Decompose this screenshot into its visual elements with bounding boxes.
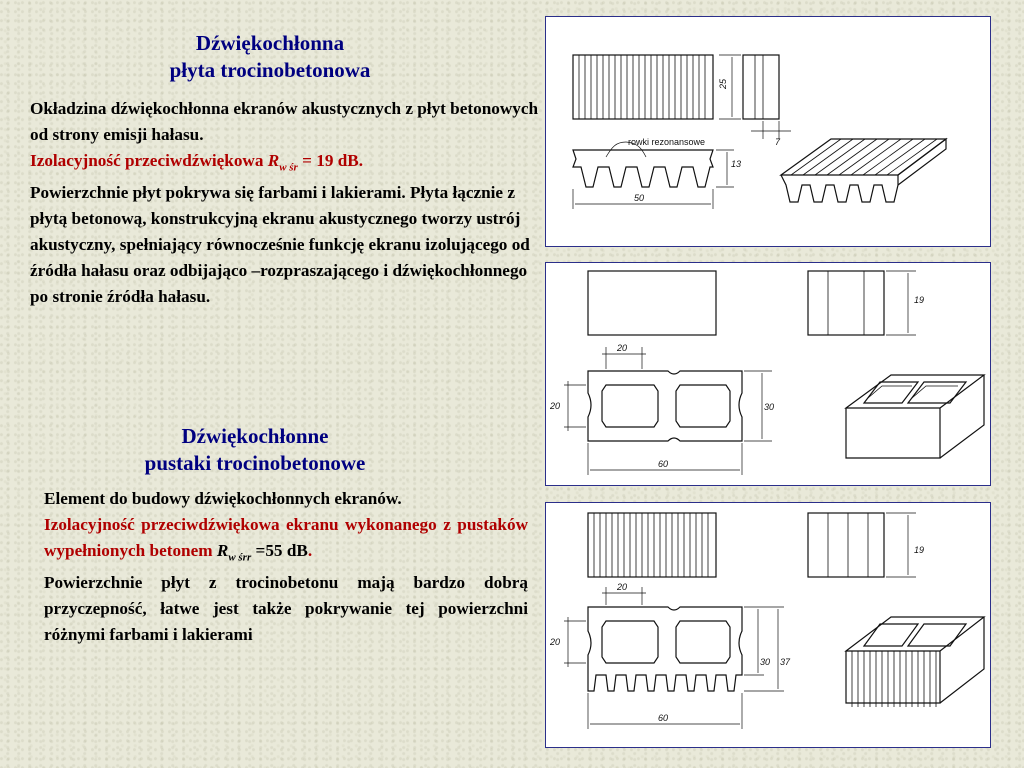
section2-title — [45, 423, 465, 477]
block-cavity-right — [676, 385, 730, 427]
section2-para2: Powierzchnie płyt z trocinobetonu mają bardzo dobrą przyczepność, łatwe jest także pokrywanie tej powierzchni różnymi farbami i lakierami — [44, 573, 528, 645]
ribbed-side-view — [808, 513, 884, 577]
figure-ribbed-block-drawing — [546, 503, 992, 749]
block-dim-height: 19 — [914, 295, 925, 305]
section2-title-line2: pustaki trocinobetonowe — [144, 451, 366, 475]
figure-block-panel — [545, 262, 991, 486]
ribbed-dim-length: 60 — [658, 713, 669, 723]
section2-insulation-value: =55 dB — [255, 541, 308, 560]
block-cavity-left — [602, 385, 658, 427]
block-dim-right: 30 — [764, 402, 775, 412]
ribbed-front-view — [588, 513, 716, 577]
ribbed-plan-view — [588, 607, 742, 691]
figure-plate-panel — [545, 16, 991, 247]
plate-side-view — [743, 55, 779, 119]
section2-insulation — [44, 515, 528, 564]
ribbed-cavity-left — [602, 621, 658, 663]
ribbed-stripes — [594, 513, 708, 577]
block-dim-length: 60 — [658, 459, 669, 469]
plate-front-view — [573, 55, 713, 119]
plate-dim-height: 25 — [718, 78, 728, 89]
section1-text — [30, 96, 542, 310]
block-front-view — [588, 271, 716, 335]
plate-stripes — [579, 55, 705, 119]
section1-insulation-subscript: w śr — [279, 161, 298, 174]
ribbed-cavity-right — [676, 621, 730, 663]
plate-dim-profile-height: 13 — [731, 159, 742, 169]
section1-para2: Powierzchnie płyt pokrywa się farbami i lakierami. Płyta łącznie z płytą betonową, konstrukcyjną ekranu akustycznego tworzy ustrój akustyczny, spełniający równocześnie funkcję ekranu izolującego od źródła hałasu oraz odbijająco –rozpraszającego i dźwiękochłonnego po stronie źródła hałasu. — [30, 183, 530, 307]
block-dim-left: 20 — [550, 401, 561, 411]
section2-text — [44, 486, 528, 648]
figure-ribbed-block-panel — [545, 502, 991, 748]
figure-block-drawing — [546, 263, 992, 487]
section2-para1: Element do budowy dźwiękochłonnych ekranów. — [44, 489, 402, 508]
plate-profile — [573, 150, 713, 187]
ribbed-dim-right-outer: 37 — [780, 657, 791, 667]
section1-title-line1: Dźwiękochłonna — [195, 31, 345, 55]
plate-dim-width: 7 — [775, 137, 781, 147]
block-side-view — [808, 271, 884, 335]
block-plan-view — [588, 371, 742, 441]
section1-title — [60, 30, 480, 84]
section1-insulation-symbol: R — [267, 151, 280, 170]
block-dim-top: 20 — [617, 343, 628, 353]
ribbed-isometric — [846, 617, 984, 707]
section1-insulation-label: Izolacyjność przeciwdźwiękowa — [30, 151, 264, 170]
section2-insulation-subscript: w śrr — [228, 551, 252, 564]
block-isometric — [846, 375, 984, 458]
ribbed-dim-top: 20 — [617, 582, 628, 592]
section2-insulation-text: Izolacyjność przeciwdźwiękowa ekranu wykonanego z pustaków wypełnionych betonem — [44, 515, 528, 560]
figure-plate-drawing — [546, 17, 992, 248]
section1-para1: Okładzina dźwiękochłonna ekranów akustycznych z płyt betonowych od strony emisji hałasu. — [30, 99, 539, 144]
plate-dim-length: 50 — [634, 193, 645, 203]
ribbed-dim-right-inner: 30 — [760, 657, 771, 667]
plate-isometric — [781, 139, 946, 202]
section2-insulation-period: . — [307, 541, 313, 560]
plate-grooves-label: rowki rezonansowe — [628, 137, 706, 147]
section1-insulation-value: = 19 dB. — [302, 151, 364, 170]
section1-title-line2: płyta trocinobetonowa — [169, 58, 371, 82]
section2-title-line1: Dźwiękochłonne — [181, 424, 329, 448]
section1-insulation — [30, 151, 364, 174]
section2-insulation-symbol: R — [216, 541, 229, 560]
ribbed-dim-left: 20 — [550, 637, 561, 647]
ribbed-dim-height: 19 — [914, 545, 925, 555]
